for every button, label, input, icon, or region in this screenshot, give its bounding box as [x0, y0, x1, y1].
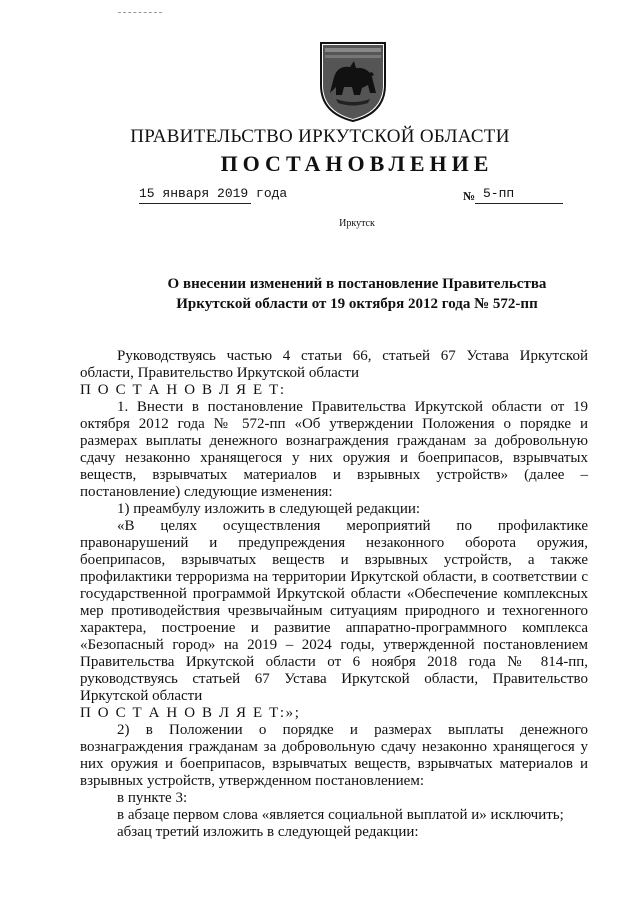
number-sign: № — [463, 189, 476, 203]
document-subject — [150, 274, 564, 314]
subject-line: Иркутской области от 19 октября 2012 года № 572-пп — [176, 296, 538, 312]
paragraph: абзац третий изложить в следующей редакции: — [117, 824, 419, 840]
paragraph: «В целях осуществления мероприятий по профилактике правонарушений и предупреждения незаконного оборота оружия, боеприпасов, взрывчатых веществ и взрывных устройств, а также профилактики терроризма на территории Иркутской области, в соответствии с государственной программой Иркутской области «Обеспечение комплексных мер противодействия чрезвычайным ситуациям природного и техногенного характера, построение и развитие аппаратно-программного комплекса «Безопасный город» на 2019 – 2024 годы, утвержденной постановлением Правительства Иркутской области от 6 ноября 2018 года № 814-пп, руководствуясь статьей 67 Устава Иркутской области, Правительство Иркутской области — [80, 518, 588, 704]
paragraph: 1. Внести в постановление Правительства Иркутской области от 19 октября 2012 года № 572-пп «Об утверждении Положения о порядке и размерах выплаты денежного вознаграждения гражданам за добровольную сдачу незаконно хранящегося у них оружия и боеприпасов, взрывчатых веществ, взрывчатых материалов и взрывных устройств» (далее – постановление) следующие изменения: — [80, 399, 588, 500]
coat-of-arms-icon — [318, 41, 388, 123]
subject-line: О внесении изменений в постановление Правительства — [167, 276, 547, 292]
paragraph: в пункте 3: — [117, 790, 188, 806]
document-type: ПОСТАНОВЛЕНИЕ — [220, 151, 494, 176]
paragraph: 1) преамбулу изложить в следующей редакции: — [117, 501, 421, 517]
document-city: Иркутск — [339, 218, 375, 229]
resolves-heading: П О С Т А Н О В Л Я Е Т: — [80, 382, 286, 398]
document-body — [80, 348, 588, 841]
resolves-heading: П О С Т А Н О В Л Я Е Т:»; — [80, 705, 301, 721]
government-name: ПРАВИТЕЛЬСТВО ИРКУТСКОЙ ОБЛАСТИ — [130, 126, 510, 147]
paragraph: Руководствуясь частью 4 статьи 66, статьей 67 Устава Иркутской области, Правительство Иркутской области — [80, 348, 588, 381]
document-date: 15 января 2019 года — [139, 186, 251, 204]
paragraph: 2) в Положении о порядке и размерах выплаты денежного вознаграждения гражданам за добровольную сдачу незаконно хранящегося у них оружия и боеприпасов, взрывчатых веществ, взрывчатых материалов и взрывных устройств, утвержденном постановлением: — [80, 722, 588, 789]
scan-artifact — [118, 12, 162, 13]
paragraph: в абзаце первом слова «является социальной выплатой и» исключить; — [117, 807, 564, 823]
document-number: 5-пп — [475, 186, 563, 204]
